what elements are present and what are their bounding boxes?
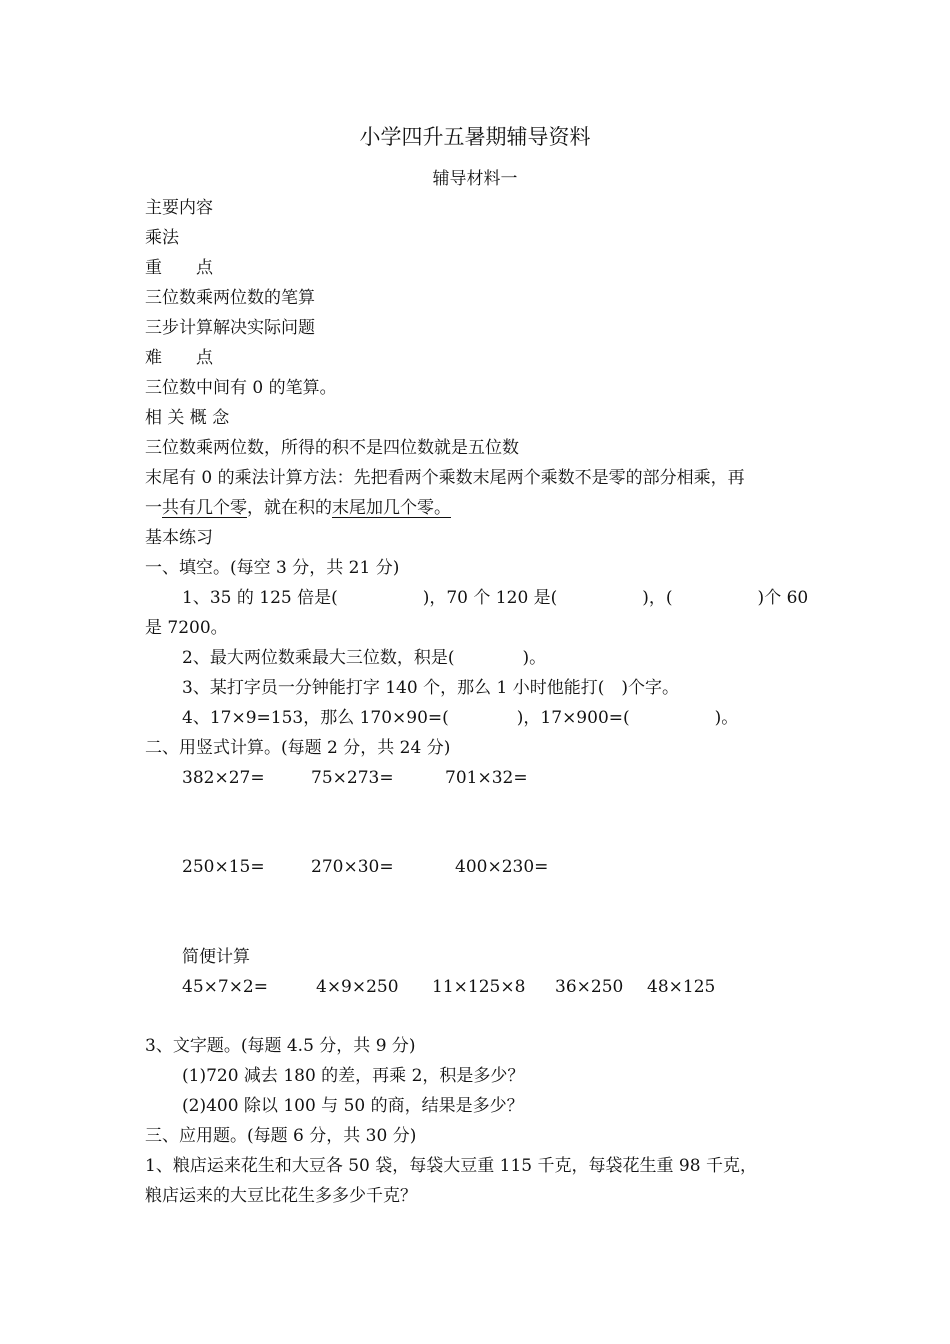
calc-item: 270×30=: [311, 857, 394, 877]
key-points-label: 重 点: [145, 258, 213, 278]
calc-item: 400×230=: [455, 857, 549, 877]
calc-item: 250×15=: [182, 857, 265, 877]
calc-item: 701×32=: [445, 768, 528, 788]
calc-item: 382×27=: [182, 768, 265, 788]
simple-calc-item: 36×250: [555, 977, 624, 997]
concepts-label: 相 关 概 念: [145, 408, 230, 428]
concept-2-text-a: 一: [145, 498, 162, 518]
word-problem-2: (2)400 除以 100 与 50 的商，结果是多少？: [182, 1096, 524, 1116]
section-4-title: 三、应用题。(每题 6 分，共 30 分): [145, 1126, 417, 1146]
section-3-title: 3、文字题。(每题 4.5 分，共 9 分): [145, 1036, 416, 1056]
question-1-line-1: 1、35 的 125 倍是( )，70 个 120 是( )，( )个 60: [182, 588, 809, 608]
main-content-label: 主要内容: [145, 198, 213, 218]
section-1-title: 一、填空。(每空 3 分，共 21 分): [145, 558, 400, 578]
key-point-1: 三位数乘两位数的笔算: [145, 288, 315, 308]
concept-2-line-2: [145, 497, 451, 519]
concept-2-underlined-b: 末尾加几个零。: [332, 498, 451, 518]
key-point-2: 三步计算解决实际问题: [145, 318, 315, 338]
page-subtitle: 辅导材料一: [432, 169, 518, 189]
simple-calc-item: 48×125: [647, 977, 716, 997]
question-3: 3、某打字员一分钟能打字 140 个，那么 1 小时他能打( )个字。: [182, 678, 679, 698]
application-1-line-2: 粮店运来的大豆比花生多多少千克？: [145, 1186, 417, 1206]
simple-calc-item: 4×9×250: [316, 977, 399, 997]
question-4: 4、17×9=153，那么 170×90=( )，17×900=( )。: [182, 708, 739, 728]
simple-calc-item: 11×125×8: [432, 977, 526, 997]
calc-item: 75×273=: [311, 768, 394, 788]
simple-calc-item: 45×7×2=: [182, 977, 268, 997]
simple-calc-label: 简便计算: [182, 947, 250, 967]
section-2-title: 二、用竖式计算。(每题 2 分，共 24 分): [145, 738, 451, 758]
difficult-point-1: 三位数中间有 0 的笔算。: [145, 378, 337, 398]
page-title: 小学四升五暑期辅导资料: [359, 125, 591, 149]
concept-1: 三位数乘两位数，所得的积不是四位数就是五位数: [145, 438, 519, 458]
main-content: 乘法: [145, 228, 179, 248]
concept-2-underlined-a: 共有几个零: [162, 498, 247, 518]
question-1-line-2: 是 7200。: [145, 618, 228, 638]
concept-2-line-1: 末尾有 0 的乘法计算方法：先把看两个乘数末尾两个乘数不是零的部分相乘，再: [145, 468, 745, 488]
word-problem-1: (1)720 减去 180 的差，再乘 2，积是多少？: [182, 1066, 525, 1086]
difficult-points-label: 难 点: [145, 348, 213, 368]
concept-2-text-b: ，就在积的: [247, 498, 332, 518]
question-2: 2、最大两位数乘最大三位数，积是( )。: [182, 648, 547, 668]
practice-label: 基本练习: [145, 528, 213, 548]
application-1-line-1: 1、粮店运来花生和大豆各 50 袋，每袋大豆重 115 千克，每袋花生重 98 千克，: [145, 1156, 757, 1176]
